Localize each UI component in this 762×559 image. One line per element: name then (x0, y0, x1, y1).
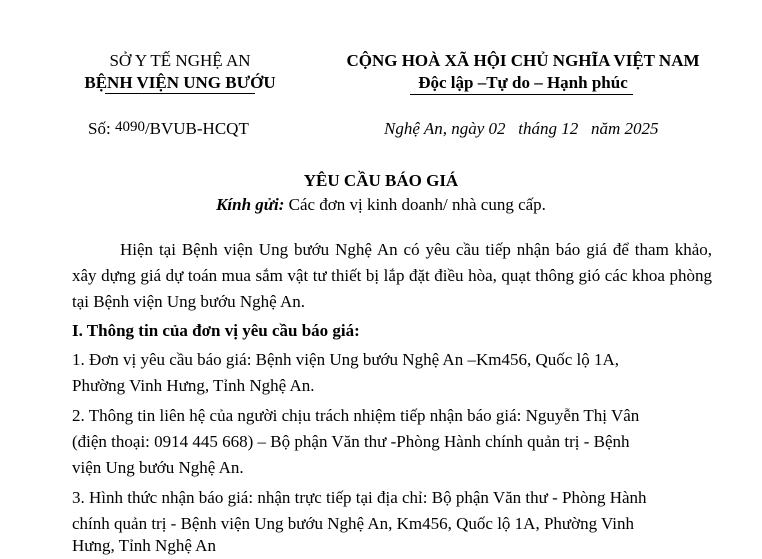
country-name: CỘNG HOÀ XÃ HỘI CHỦ NGHĨA VIỆT NAM (346, 51, 700, 70)
doc-no-suffix: /BVUB-HCQT (144, 119, 249, 138)
org-parent: SỞ Y TẾ NGHỆ AN (109, 51, 251, 70)
item2-line2: (điện thoại: 0914 445 668) – Bộ phận Văn thư -Phòng Hành chính quản trị - Bệnh (72, 432, 630, 451)
date-month-label: tháng (518, 119, 557, 138)
item3-line3: Hưng, Tỉnh Nghệ An (72, 536, 216, 555)
date-day: 02 (488, 119, 506, 138)
org-underline (105, 93, 255, 94)
doc-title: YÊU CẦU BÁO GIÁ (303, 171, 459, 190)
item2-line1: 2. Thông tin liên hệ của người chịu trách nhiệm tiếp nhận báo giá: Nguyễn Thị Vân (72, 406, 640, 425)
item2-line3: viện Ung bướu Nghệ An. (72, 458, 244, 477)
doc-no-value: 4090 (114, 119, 145, 135)
intro-paragraph: Hiện tại Bệnh viện Ung bướu Nghệ An có yêu cầu tiếp nhận báo giá để tham khảo, xây dựng giá dự toán mua sắm vật tư thiết bị lắp đặt điều hòa, quạt thông gió các khoa phòng tại Bệnh viện Ung bướu Nghệ An. (72, 240, 712, 311)
item1-line2: Phường Vinh Hưng, Tỉnh Nghệ An. (72, 376, 315, 395)
motto-underline (410, 94, 633, 95)
motto: Độc lập –Tự do – Hạnh phúc (418, 73, 628, 92)
doc-number (88, 118, 249, 141)
doc-no-prefix: Số: (88, 119, 111, 138)
doc-date (384, 118, 659, 140)
item3-line1: 3. Hình thức nhận báo giá: nhận trực tiếp tại địa chỉ: Bộ phận Văn thư - Phòng Hành (72, 488, 647, 507)
date-place: Nghệ An, ngày (384, 119, 485, 138)
recipient-line (0, 194, 762, 216)
recipient-label: Kính gửi: (216, 195, 285, 214)
item1-line1: 1. Đơn vị yêu cầu báo giá: Bệnh viện Ung bướu Nghệ An –Km456, Quốc lộ 1A, (72, 350, 620, 369)
date-year-label: năm (591, 119, 621, 138)
date-year: 2025 (624, 119, 659, 138)
recipient-value: Các đơn vị kinh doanh/ nhà cung cấp. (288, 195, 546, 214)
date-month: 12 (561, 119, 579, 138)
section1-heading: I. Thông tin của đơn vị yêu cầu báo giá: (72, 321, 360, 340)
item3-line2: chính quản trị - Bệnh viện Ung bướu Nghệ An, Km456, Quốc lộ 1A, Phường Vinh (72, 514, 635, 533)
org-name: BỆNH VIỆN UNG BƯỚU (84, 73, 276, 92)
